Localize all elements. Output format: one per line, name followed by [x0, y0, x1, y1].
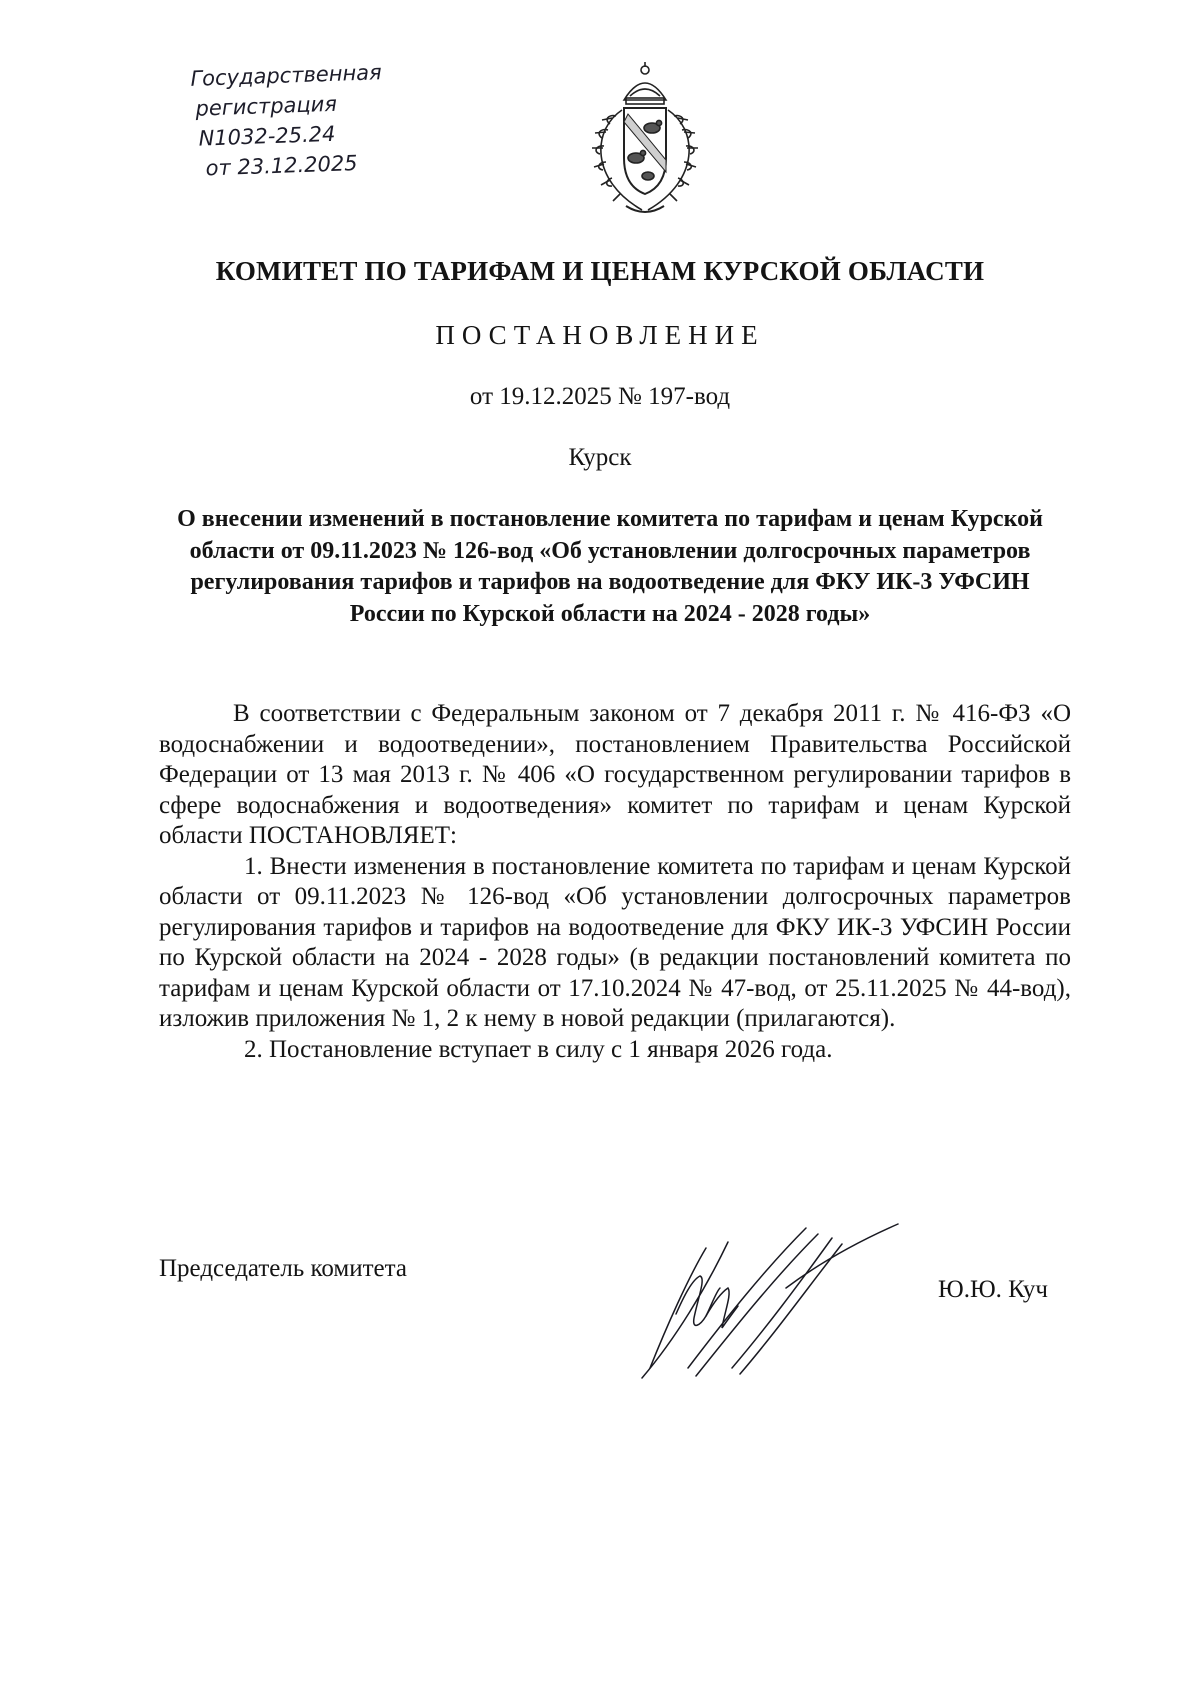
resolution-item-2: 2. Постановление вступает в силу с 1 января 2026 года. — [244, 1035, 833, 1063]
document-subject: О внесении изменений в постановление комитета по тарифам и ценам Курской области от 09.11.2023 № 126-вод «Об установлении долгосрочных параметров регулирования тарифов и тарифов на водоотведение для ФКУ ИК-3 УФСИН России по Курской области на 2024 - 2028 годы» — [177, 506, 1043, 627]
signatory-name: Ю.Ю. Куч — [938, 1276, 1049, 1303]
registration-note-line: N1032-25.24 — [198, 121, 336, 151]
document-type: ПОСТАНОВЛЕНИЕ — [435, 320, 765, 350]
registration-note-line: Государственная — [190, 60, 383, 91]
document-city: Курск — [568, 444, 632, 471]
handwritten-signature-icon — [636, 1218, 911, 1388]
preamble-paragraph: В соответствии с Федеральным законом от 7 декабря 2011 г. № 416-ФЗ «О водоснабжении и водоотведении», постановлением Правительства Российской Федерации от 13 мая 2013 г. № 406 «О государственном регулировании тарифов в сфере водоснабжения и водоотведения» комитет по тарифам и ценам Курской области ПОСТАНОВЛЯЕТ: — [159, 700, 1071, 849]
registration-handwritten-note — [190, 56, 414, 184]
document-body — [159, 699, 1071, 1065]
document-date-number: от 19.12.2025 № 197-вод — [469, 383, 731, 410]
coat-of-arms-icon — [582, 60, 708, 220]
registration-note-line: от 23.12.2025 — [205, 151, 358, 181]
resolution-item-1: 1. Внести изменения в постановление комитета по тарифам и ценам Курской области от 09.11.2023 № 126-вод «Об установлении долгосрочных параметров регулирования тарифов и тарифов на водоотведение для ФКУ ИК-3 УФСИН России по Курской области на 2024 - 2028 годы» (в редакции постановлений комитета по тарифам и ценам Курской области от 17.10.2024 № 47-вод, от 25.11.2025 № 44-вод), изложив приложения № 1, 2 к нему в новой редакции (прилагаются). — [159, 852, 1071, 1032]
signatory-title: Председатель комитета — [159, 1255, 407, 1282]
registration-note-line: регистрация — [195, 91, 338, 121]
organization-title: КОМИТЕТ ПО ТАРИФАМ И ЦЕНАМ КУРСКОЙ ОБЛАСТИ — [215, 256, 985, 286]
